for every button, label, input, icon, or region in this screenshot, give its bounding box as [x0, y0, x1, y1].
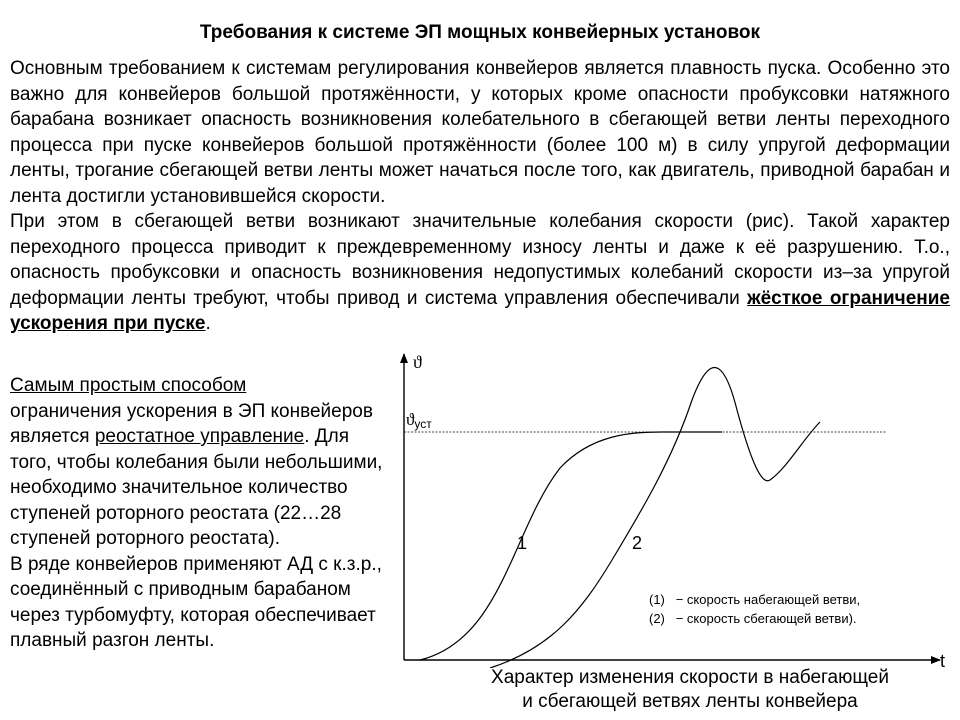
y-axis-label: ϑ	[413, 352, 422, 372]
left-paragraph-2: В ряде конвейеров применяют АД с к.з.р., соединённый с приводным барабаном через турбомуфту, которая обеспечивает плавный разгон ленты.	[10, 553, 382, 651]
paragraph-2	[10, 209, 950, 337]
slide-title: Требования к системе ЭП мощных конвейерных установок	[199, 22, 761, 43]
paragraph-2-emphasis: жёсткое ограничение ускорения при пуске	[10, 287, 950, 334]
steady-speed-symbol: ϑ	[406, 410, 415, 429]
speed-transient-figure	[392, 350, 960, 668]
legend-line-1: (1) − скорость набегающей ветви,	[649, 592, 861, 607]
left-paragraph-1-body: ограничения ускорения в ЭП конвейеров является	[10, 400, 373, 447]
left-paragraph-1-tail: . Для того, чтобы колебания были небольшими, необходимо значительное количество ступеней роторного реостата (22…28 ступеней роторного реостата).	[10, 426, 383, 549]
figure-caption	[440, 666, 940, 714]
steady-speed-label	[406, 410, 432, 431]
paragraph-1: Основным требованием к системам регулирования конвейеров является плавность пуска. Особенно это важно для конвейеров большой протяжённости, у которых кроме опасности пробуксовки натяжного барабана возникает опасность возникновения колебательного в сбегающей ветви ленты переходного процесса при пуске конвейеров большой протяжённости (более 100 м) в силу упругой деформации ленты, трогание сбегающей ветви ленты может начаться после того, как двигатель, приводной барабан и лента достигли установившейся скорости.	[10, 58, 950, 207]
curve-2-label: 2	[632, 533, 643, 553]
caption-line-2: и сбегающей ветвях ленты конвейера	[522, 691, 858, 712]
left-paragraph-1	[10, 373, 388, 552]
steady-speed-subscript: уст	[414, 417, 432, 431]
left-text-block	[10, 373, 388, 654]
x-axis-label: t	[940, 651, 946, 668]
rheostat-control-term: реостатное управление	[94, 426, 305, 447]
legend-line-2: (2) − скорость сбегающей ветви).	[649, 611, 857, 626]
main-text-block	[10, 56, 950, 337]
caption-line-1: Характер изменения скорости в набегающей	[491, 667, 889, 688]
paragraph-2-end: .	[205, 313, 211, 334]
curve-1-label: 1	[517, 533, 528, 553]
left-paragraph-1-lead: Самым простым способом	[10, 375, 247, 396]
paragraph-2-text: При этом в сбегающей ветви возникают значительные колебания скорости (рис). Такой характер переходного процесса приводит к преждевременному износу ленты и даже к её разрушению. Т.о., опасность пробуксовки и опасность возникновения недопустимых колебаний скорости из–за упругой деформации ленты требуют, чтобы привод и система управления обеспечивали	[10, 211, 950, 309]
